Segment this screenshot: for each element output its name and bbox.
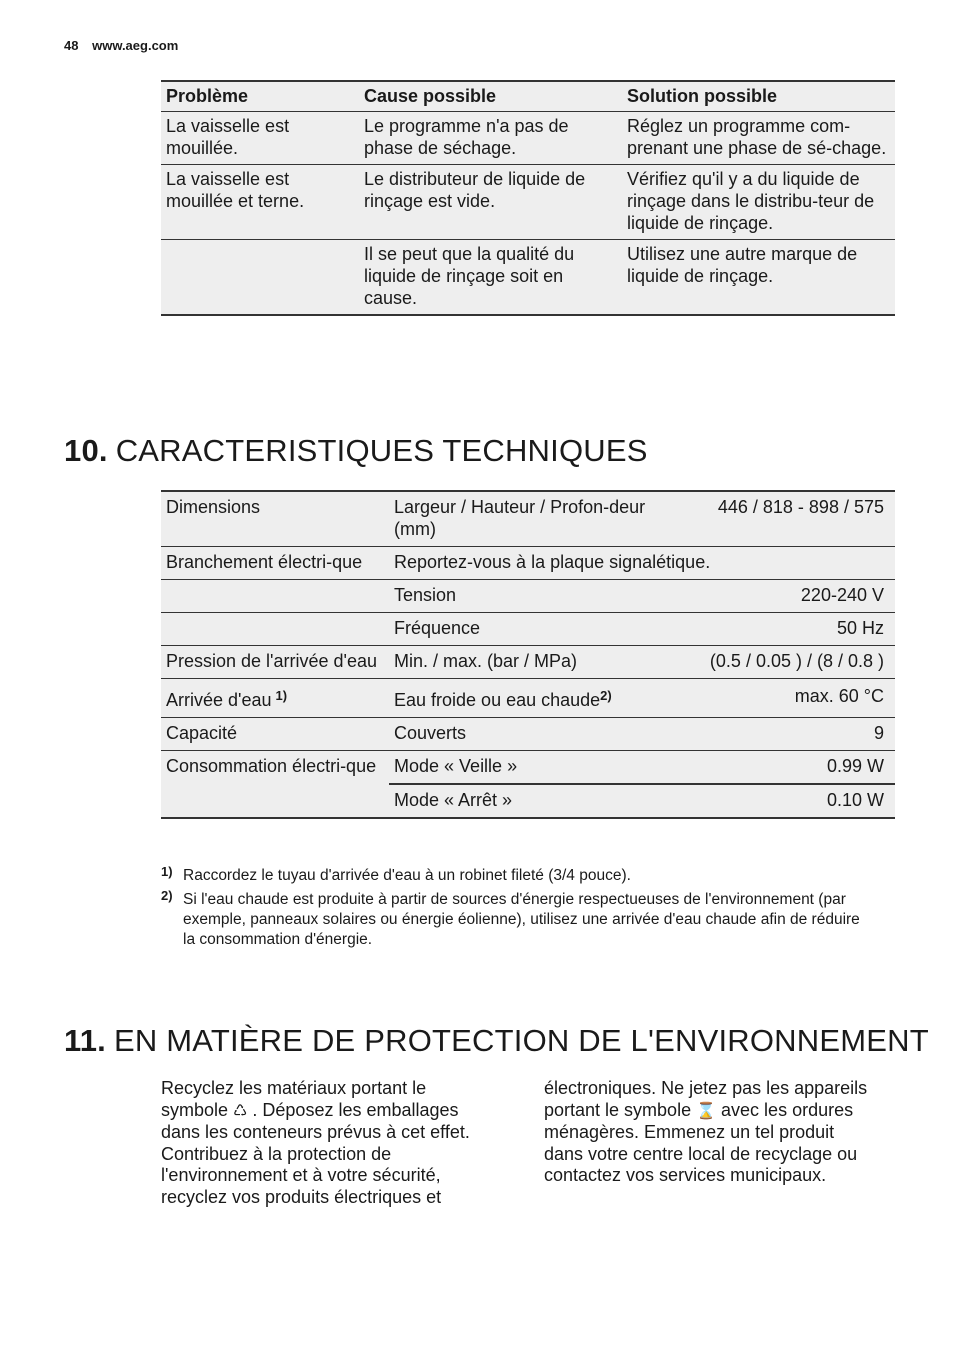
footnote-text: Si l'eau chaude est produite à partir de sources d'énergie respectueuses de l'environnement (par exemple, panneaux solaires ou énergie éolienne), utilisez une arrivée d'eau chaude afin de réduire la consommation d'énergie.: [183, 891, 860, 948]
footnote-text: Raccordez le tuyau d'arrivée d'eau à un robinet fileté (3/4 pouce).: [183, 867, 631, 884]
page-number: 48: [64, 38, 79, 53]
section-heading-technical: [64, 433, 648, 469]
table-row: [161, 751, 895, 785]
spec-value: 220-240 V: [654, 580, 895, 613]
section-number: 11.: [64, 1023, 106, 1058]
table-header-row: [161, 81, 895, 112]
footnote: [161, 866, 861, 886]
spec-label: [161, 580, 389, 613]
spec-sub-text: Eau froide ou eau chaude: [394, 690, 601, 710]
problem-cell: [161, 240, 359, 316]
footnote: [161, 890, 861, 950]
spec-sub: Couverts: [389, 718, 654, 751]
spec-sub: [389, 679, 654, 718]
column-header: Problème: [161, 81, 359, 112]
crossed-bin-icon: ⌛: [696, 1102, 717, 1120]
spec-label: [161, 613, 389, 646]
table-row: [161, 679, 895, 718]
spec-value: 9: [654, 718, 895, 751]
footnotes: [161, 866, 861, 954]
section-number: 10.: [64, 433, 108, 468]
page-header: [64, 38, 178, 53]
solution-cell: Réglez un programme com-prenant une phase de sé-chage.: [622, 112, 895, 165]
spec-label: Branchement électri-que: [161, 547, 389, 580]
spec-label: Pression de l'arrivée d'eau: [161, 646, 389, 679]
technical-specs-table: [161, 490, 895, 819]
column-header: Cause possible: [359, 81, 622, 112]
table-row: [161, 491, 895, 547]
spec-sub: Min. / max. (bar / MPa): [389, 646, 654, 679]
paragraph-text: avec les ordures ménagères. Emmenez un tel produit dans votre centre local de recyclage ou contactez vos services municipaux.: [544, 1099, 858, 1185]
paragraph-text: . Déposez les emballages dans les conteneurs prévus à cet effet.: [161, 1099, 470, 1142]
cause-cell: Le distributeur de liquide de rinçage est vide.: [359, 165, 622, 240]
table-row: [161, 547, 895, 580]
table-row: [161, 613, 895, 646]
spec-value: 0.99 W: [654, 751, 895, 785]
section-title: CARACTERISTIQUES TECHNIQUES: [115, 433, 648, 468]
spec-value: 0.10 W: [654, 784, 895, 818]
table-row: [161, 718, 895, 751]
table-row: [161, 580, 895, 613]
footnote-ref: 1): [275, 688, 288, 703]
problem-cell: La vaisselle est mouillée et terne.: [161, 165, 359, 240]
spec-label: [161, 679, 389, 718]
section-title: EN MATIÈRE DE PROTECTION DE L'ENVIRONNEMENT: [113, 1023, 929, 1058]
recycle-icon: ♺: [233, 1102, 248, 1120]
site-url: www.aeg.com: [92, 38, 179, 53]
spec-sub: Fréquence: [389, 613, 654, 646]
spec-label: Dimensions: [161, 491, 389, 547]
solution-cell: Utilisez une autre marque de liquide de rinçage.: [622, 240, 895, 316]
footnote-mark: 2): [161, 888, 173, 903]
footnote-mark: 1): [161, 864, 173, 879]
spec-label: Consommation électri-que: [161, 751, 389, 819]
spec-value: 446 / 818 - 898 / 575: [654, 491, 895, 547]
cause-cell: Le programme n'a pas de phase de séchage.: [359, 112, 622, 165]
spec-sub: Mode « Arrêt »: [389, 784, 654, 818]
spec-sub: Mode « Veille »: [389, 751, 654, 785]
spec-sub: Tension: [389, 580, 654, 613]
text-column-right: [544, 1078, 874, 1187]
problem-cell: La vaisselle est mouillée.: [161, 112, 359, 165]
solution-cell: Vérifiez qu'il y a du liquide de rinçage dans le distribu-teur de liquide de rinçage.: [622, 165, 895, 240]
column-header: Solution possible: [622, 81, 895, 112]
paragraph-text: Contribuez à la protection de l'environnement et à votre sécurité, recyclez vos produits électriques et: [161, 1143, 442, 1207]
spec-value: 50 Hz: [654, 613, 895, 646]
spec-sub: Largeur / Hauteur / Profon-deur (mm): [389, 491, 654, 547]
text-column-left: [161, 1078, 491, 1208]
table-row: [161, 165, 895, 240]
footnote-ref: 2): [600, 688, 612, 703]
section-heading-environment: [64, 1023, 929, 1059]
spec-label-text: Arrivée d'eau: [166, 690, 272, 710]
table-row: [161, 240, 895, 316]
paragraph-text: Recyclez les matériaux portant le symbole: [161, 1078, 427, 1120]
table-row: [161, 112, 895, 165]
cause-cell: Il se peut que la qualité du liquide de rinçage soit en cause.: [359, 240, 622, 316]
spec-label: Capacité: [161, 718, 389, 751]
spec-value: max. 60 °C: [654, 679, 895, 718]
paragraph-text: électroniques. Ne jetez pas les appareils portant le symbole: [544, 1078, 868, 1120]
spec-value: (0.5 / 0.05 ) / (8 / 0.8 ): [654, 646, 895, 679]
table-row: [161, 646, 895, 679]
spec-sub: Reportez-vous à la plaque signalétique.: [389, 547, 895, 580]
troubleshooting-table: [161, 80, 895, 316]
